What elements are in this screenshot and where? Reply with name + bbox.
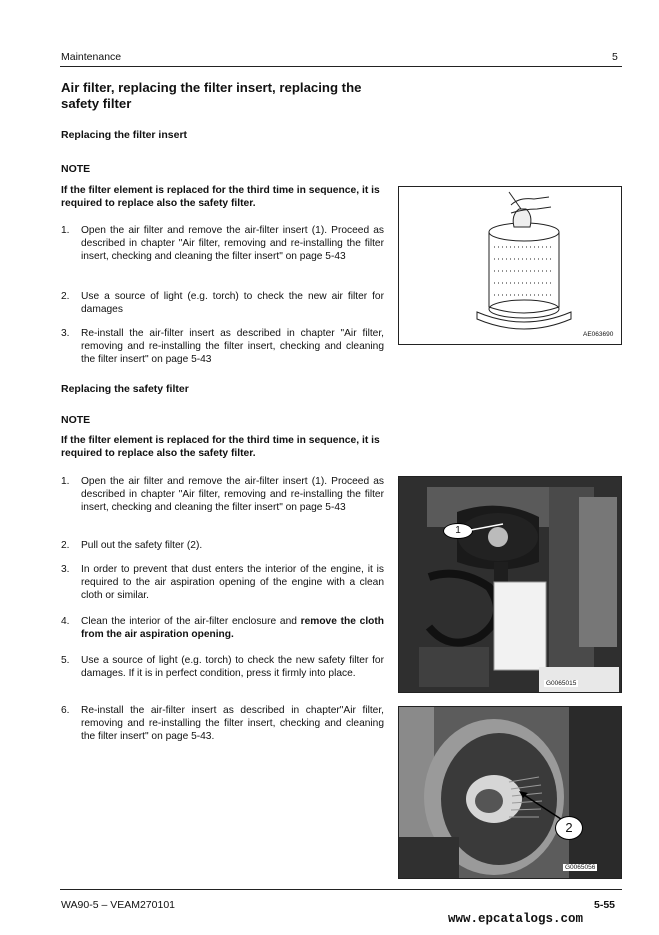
list-item xyxy=(61,539,384,552)
step-number: 4. xyxy=(61,616,70,627)
section-heading-safety-filter: Replacing the safety filter xyxy=(61,383,189,395)
callout-1: 1 xyxy=(443,523,473,539)
list-item xyxy=(61,475,384,514)
figure-code: AE063690 xyxy=(583,331,614,338)
step-text: Re-install the air-filter insert as described in chapter "Air filter, removing and re-installing the filter insert, checking and cleaning the filter insert" on page 5-43 xyxy=(81,328,384,365)
step-text xyxy=(81,615,384,641)
step-text-plain: Clean the interior of the air-filter enclosure and xyxy=(81,616,301,627)
step-number: 2. xyxy=(61,291,70,302)
page-title: Air filter, replacing the filter insert, replacing the safety filter xyxy=(61,80,362,111)
step-number: 3. xyxy=(61,564,70,575)
note-text-2: If the filter element is replaced for the third time in sequence, it is required to replace also the safety filter. xyxy=(61,435,380,459)
filter-insert-drawing xyxy=(399,187,621,344)
step-text: Open the air filter and remove the air-filter insert (1). Proceed as described in chapter "Air filter, removing and re-installing the filter insert, checking and cleaning the filter insert" on page 5-43 xyxy=(81,476,384,513)
step-number: 3. xyxy=(61,328,70,339)
list-item xyxy=(61,704,384,743)
step-number: 6. xyxy=(61,705,70,716)
footer-rule xyxy=(60,889,622,890)
footer-page-number: 5-55 xyxy=(594,899,616,911)
list-item xyxy=(61,327,384,366)
list-item xyxy=(61,563,384,602)
list-item xyxy=(61,615,384,641)
section-heading-filter-insert: Replacing the filter insert xyxy=(61,129,188,141)
step-text: Use a source of light (e.g. torch) to check the new air filter for damages xyxy=(81,291,384,315)
step-number: 2. xyxy=(61,540,70,551)
figure-filter-insert xyxy=(398,186,622,345)
step-text: Open the air filter and remove the air-filter insert (1). Proceed as described in chapter "Air filter, removing and re-installing the filter insert, checking and cleaning the filter insert" on page 5-43 xyxy=(81,225,384,262)
step-text: Use a source of light (e.g. torch) to check the new safety filter for damages. If it is in perfect condition, press it firmly into place. xyxy=(81,655,384,679)
callout-2: 2 xyxy=(555,816,583,840)
figure-code: G0065015 xyxy=(546,680,577,687)
step-text: Pull out the safety filter (2). xyxy=(81,540,203,551)
step-number: 5. xyxy=(61,655,70,666)
header-section: Maintenance xyxy=(61,51,122,63)
note-label-1: NOTE xyxy=(61,163,91,175)
watermark: www.epcatalogs.com xyxy=(448,912,584,926)
list-item xyxy=(61,654,384,680)
step-number: 1. xyxy=(61,225,70,236)
figure-engine-photo xyxy=(398,476,622,693)
figure-code: G0065056 xyxy=(565,864,596,871)
step-text: Re-install the air-filter insert as described in chapter"Air filter, removing and re-installing the filter insert, checking and cleaning the filter insert" on page 5-43. xyxy=(81,705,384,742)
list-item xyxy=(61,290,384,316)
engine-photo xyxy=(399,477,621,692)
note-text-1: If the filter element is replaced for the third time in sequence, it is required to replace also the safety filter. xyxy=(61,185,380,209)
step-text: In order to prevent that dust enters the interior of the engine, it is required to the air aspiration opening of the engine with a clean cloth or similar. xyxy=(81,564,384,601)
safety-filter-photo xyxy=(399,707,621,878)
header-chapter-number: 5 xyxy=(612,51,618,63)
callout-1-arrow xyxy=(471,517,511,537)
step-text-bold: remove the cloth from the air aspiration opening. xyxy=(81,616,384,640)
header-rule xyxy=(60,66,622,67)
list-item xyxy=(61,224,384,263)
figure-safety-filter-photo xyxy=(398,706,622,879)
note-label-2: NOTE xyxy=(61,414,91,426)
footer-model: WA90-5 – VEAM270101 xyxy=(61,899,176,911)
step-number: 1. xyxy=(61,476,70,487)
